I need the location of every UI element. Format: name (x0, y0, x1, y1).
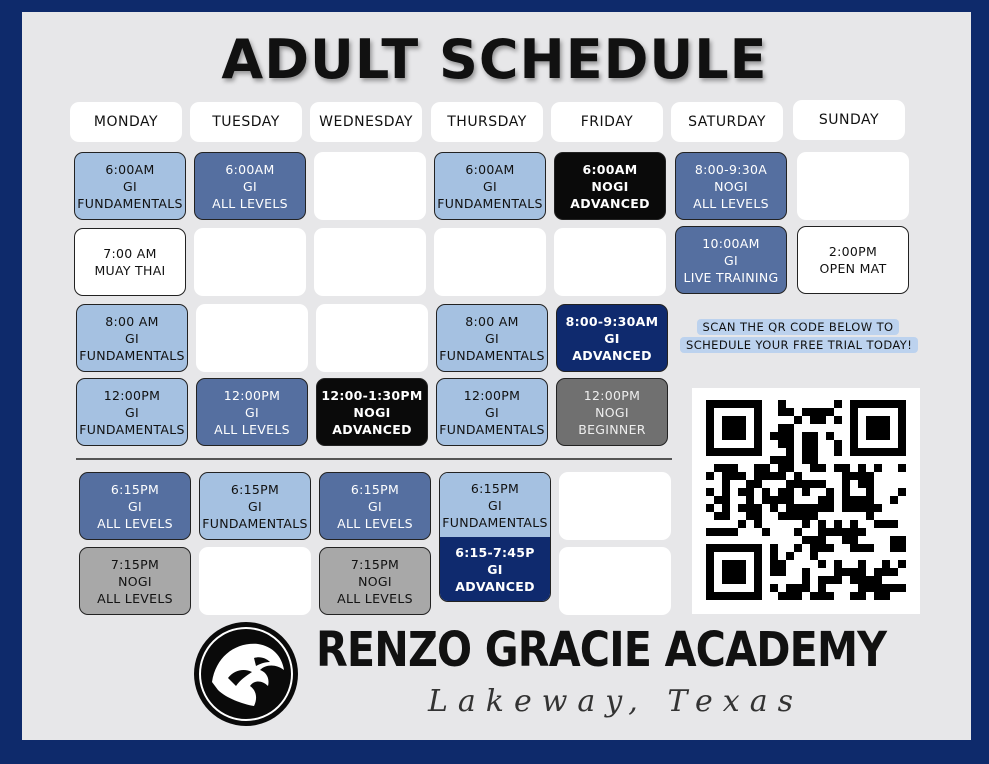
class-card: 6:15PM GI ALL LEVELS (319, 472, 431, 540)
section-divider (76, 458, 672, 460)
class-card: 6:00AM GI ALL LEVELS (194, 152, 306, 220)
empty-slot (314, 152, 426, 220)
empty-slot (554, 228, 666, 296)
class-card: 12:00PM GI FUNDAMENTALS (436, 378, 548, 446)
class-card: 7:15PM NOGI ALL LEVELS (79, 547, 191, 615)
class-card: 12:00-1:30PM NOGI ADVANCED (316, 378, 428, 446)
class-card: 6:00AM GI FUNDAMENTALS (434, 152, 546, 220)
class-card-bottom: 6:15-7:45P GI ADVANCED (440, 537, 550, 601)
empty-slot (199, 547, 311, 615)
class-card: 8:00 AM GI FUNDAMENTALS (76, 304, 188, 372)
qr-promo-text: SCAN THE QR CODE BELOW TO SCHEDULE YOUR FREE TRIAL TODAY! (680, 318, 916, 354)
page-title: ADULT SCHEDULE (221, 28, 768, 91)
brand-name: RENZO GRACIE ACADEMY (316, 622, 887, 678)
qr-code-icon (692, 388, 920, 614)
day-header-thursday: THURSDAY (431, 102, 543, 142)
class-card: 8:00 AM GI FUNDAMENTALS (436, 304, 548, 372)
class-card: 8:00-9:30A NOGI ALL LEVELS (675, 152, 787, 220)
class-card: 2:00PM OPEN MAT (797, 226, 909, 294)
class-card: 6:00AM GI FUNDAMENTALS (74, 152, 186, 220)
class-card: 8:00-9:30AM GI ADVANCED (556, 304, 668, 372)
empty-slot (196, 304, 308, 372)
brand-location: Lakeway, Texas (428, 684, 803, 719)
day-header-monday: MONDAY (70, 102, 182, 142)
class-card-top: 6:15PM GI FUNDAMENTALS (440, 473, 550, 537)
empty-slot (559, 547, 671, 615)
empty-slot (316, 304, 428, 372)
class-card: 7:00 AM MUAY THAI (74, 228, 186, 296)
class-card: 10:00AM GI LIVE TRAINING (675, 226, 787, 294)
empty-slot (559, 472, 671, 540)
empty-slot (194, 228, 306, 296)
empty-slot (434, 228, 546, 296)
day-header-saturday: SATURDAY (671, 102, 783, 142)
class-card: 6:15PM GI FUNDAMENTALS (199, 472, 311, 540)
empty-slot (797, 152, 909, 220)
panther-logo-icon (192, 620, 300, 728)
class-card: 7:15PM NOGI ALL LEVELS (319, 547, 431, 615)
empty-slot (314, 228, 426, 296)
class-card: 12:00PM GI ALL LEVELS (196, 378, 308, 446)
qr-code[interactable] (692, 388, 920, 614)
class-card: 6:15PM GI ALL LEVELS (79, 472, 191, 540)
class-card: 12:00PM GI FUNDAMENTALS (76, 378, 188, 446)
day-header-wednesday: WEDNESDAY (310, 102, 422, 142)
class-card-split (439, 472, 551, 602)
class-card: 6:00AM NOGI ADVANCED (554, 152, 666, 220)
day-header-sunday: SUNDAY (793, 100, 905, 140)
class-card: 12:00PM NOGI BEGINNER (556, 378, 668, 446)
day-header-friday: FRIDAY (551, 102, 663, 142)
day-header-tuesday: TUESDAY (190, 102, 302, 142)
